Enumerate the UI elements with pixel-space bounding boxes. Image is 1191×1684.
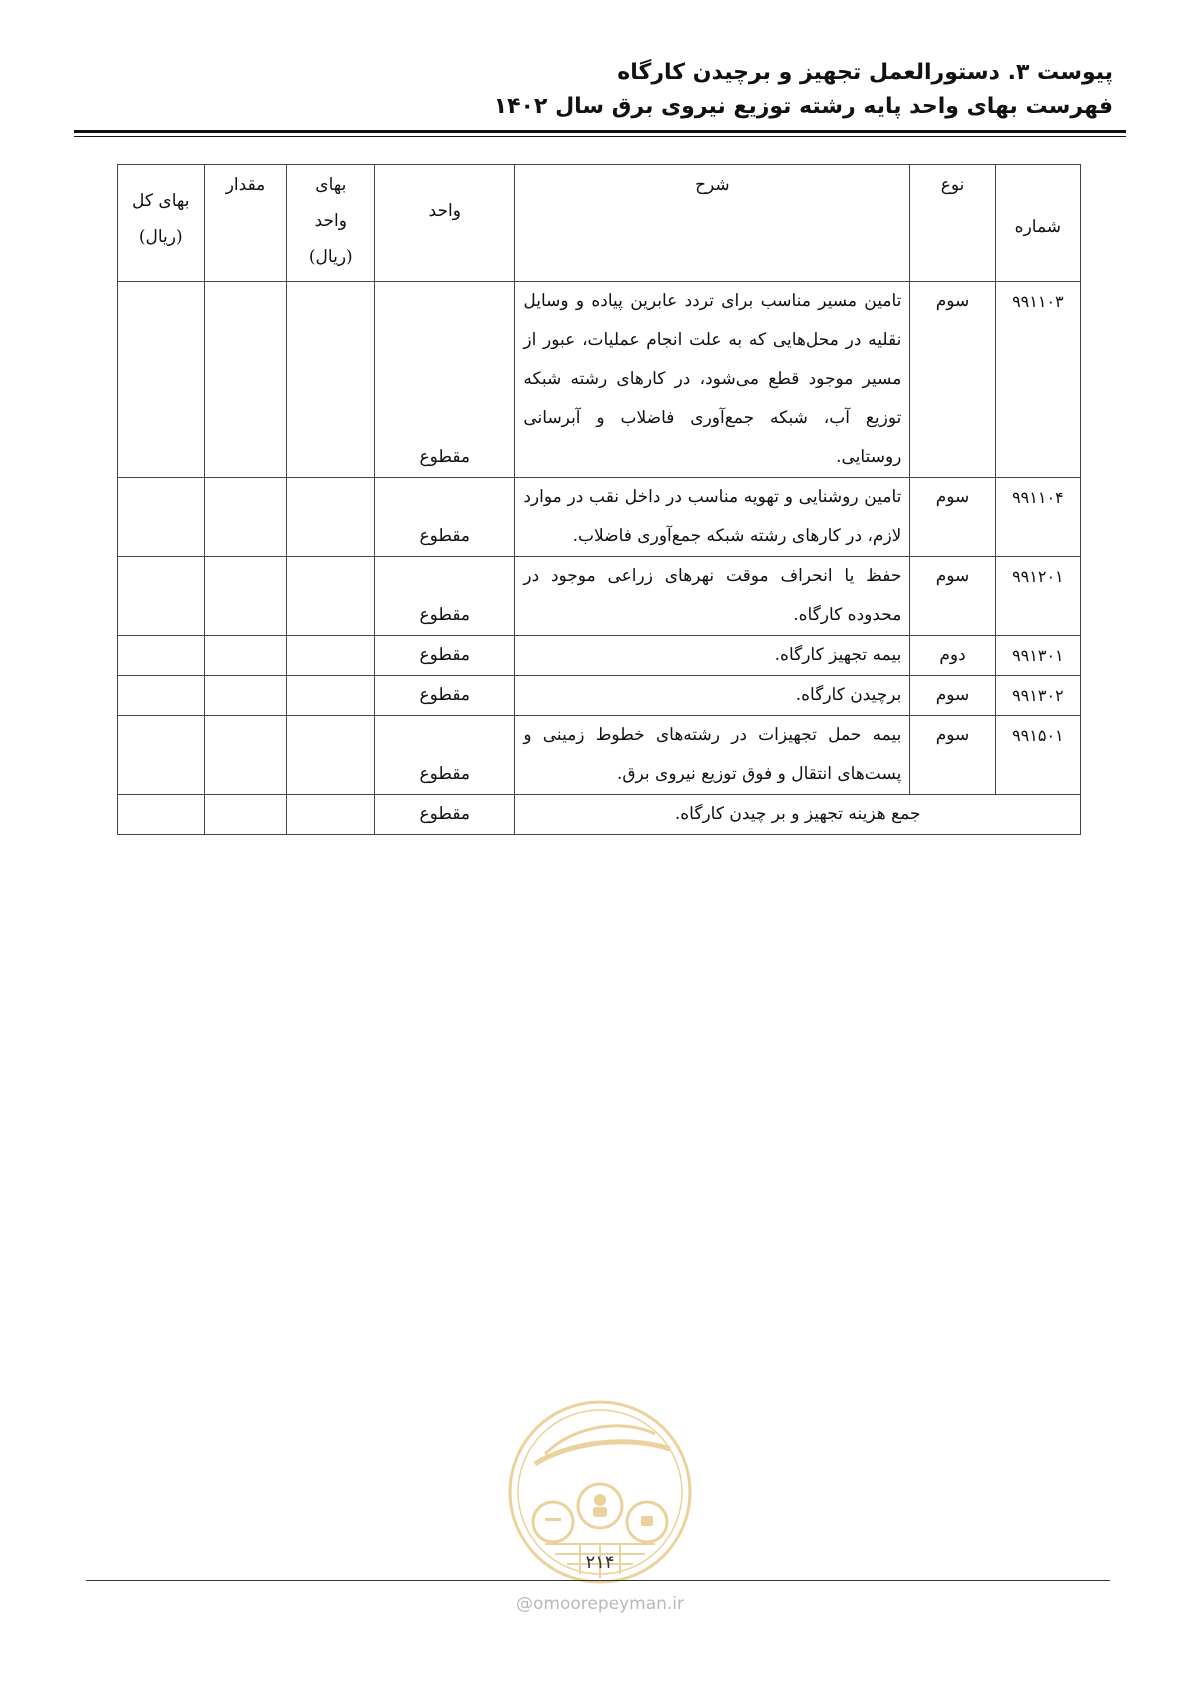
- row-total-price: [118, 282, 205, 478]
- row-description: بیمه تجهیز کارگاه.: [515, 636, 910, 676]
- header-description: شرح: [515, 165, 910, 282]
- row-unit-price: [287, 478, 375, 557]
- row-type: سوم: [910, 478, 995, 557]
- row-description: تامین مسیر مناسب برای تردد عابرین پیاده و وسایل نقلیه در محل‌هایی که به علت انجام عملیات، عبور از مسیر موجود قطع می‌شود، در کارهای رشته شبکه توزیع آب، شبکه جمع‌آوری فاضلاب و آبرسانی روستایی.: [515, 282, 910, 478]
- row-type: سوم: [910, 557, 995, 636]
- row-unit-price: [287, 557, 375, 636]
- table-row: [118, 676, 1081, 716]
- row-number: ۹۹۱۳۰۱: [995, 636, 1080, 676]
- row-quantity: [204, 716, 287, 795]
- row-unit-price: [287, 636, 375, 676]
- row-unit: مقطوع: [375, 636, 515, 676]
- table-total-row: [118, 795, 1081, 835]
- header-type: نوع: [910, 165, 995, 282]
- footer-website: @omoorepeyman.ir: [515, 1594, 685, 1614]
- table-row: [118, 282, 1081, 478]
- row-number: ۹۹۱۱۰۴: [995, 478, 1080, 557]
- row-unit: مقطوع: [375, 282, 515, 478]
- row-unit-price: [287, 282, 375, 478]
- row-number: ۹۹۱۳۰۲: [995, 676, 1080, 716]
- header-unit-price: بهای واحد (ریال): [287, 165, 375, 282]
- appendix-title: پیوست ۳. دستورالعمل تجهیز و برچیدن کارگاه: [617, 60, 1113, 85]
- header-divider-thick: [74, 130, 1126, 133]
- total-unit: مقطوع: [375, 795, 515, 835]
- total-unit-price: [287, 795, 375, 835]
- header-quantity: مقدار: [204, 165, 287, 282]
- total-quantity: [204, 795, 287, 835]
- table-row: [118, 557, 1081, 636]
- row-unit: مقطوع: [375, 478, 515, 557]
- row-number: ۹۹۱۱۰۳: [995, 282, 1080, 478]
- row-description: بیمه حمل تجهیزات در رشته‌های خطوط زمینی و پست‌های انتقال و فوق توزیع نیروی برق.: [515, 716, 910, 795]
- row-type: دوم: [910, 636, 995, 676]
- page-header: [73, 56, 1113, 124]
- row-unit-price: [287, 716, 375, 795]
- row-unit: مقطوع: [375, 557, 515, 636]
- row-unit: مقطوع: [375, 716, 515, 795]
- header-number: شماره: [995, 165, 1080, 282]
- table-row: [118, 716, 1081, 795]
- total-total-price: [118, 795, 205, 835]
- row-type: سوم: [910, 282, 995, 478]
- row-number: ۹۹۱۵۰۱: [995, 716, 1080, 795]
- row-type: سوم: [910, 676, 995, 716]
- row-total-price: [118, 636, 205, 676]
- row-quantity: [204, 636, 287, 676]
- header-divider-thin: [74, 136, 1126, 137]
- row-unit-price: [287, 676, 375, 716]
- row-number: ۹۹۱۲۰۱: [995, 557, 1080, 636]
- row-total-price: [118, 557, 205, 636]
- row-unit: مقطوع: [375, 676, 515, 716]
- footer-divider: [86, 1580, 1110, 1581]
- row-quantity: [204, 478, 287, 557]
- page-number: ۲۱۴: [585, 1552, 615, 1573]
- header-total-price: بهای کل (ریال): [118, 165, 205, 282]
- row-total-price: [118, 478, 205, 557]
- row-total-price: [118, 716, 205, 795]
- table-header-row: [118, 165, 1081, 282]
- row-quantity: [204, 557, 287, 636]
- row-quantity: [204, 676, 287, 716]
- header-unit: واحد: [375, 165, 515, 282]
- row-description: برچیدن کارگاه.: [515, 676, 910, 716]
- table-row: [118, 636, 1081, 676]
- price-list-table: [117, 164, 1081, 835]
- row-type: سوم: [910, 716, 995, 795]
- row-quantity: [204, 282, 287, 478]
- total-label: جمع هزینه تجهیز و بر چیدن کارگاه.: [515, 795, 1081, 835]
- table-row: [118, 478, 1081, 557]
- row-description: حفظ یا انحراف موقت نهرهای زراعی موجود در محدوده کارگاه.: [515, 557, 910, 636]
- row-total-price: [118, 676, 205, 716]
- row-description: تامین روشنایی و تهویه مناسب در داخل نقب در موارد لازم، در کارهای رشته شبکه جمع‌آوری فاضلاب.: [515, 478, 910, 557]
- document-title: فهرست بهای واحد پایه رشته توزیع نیروی برق سال ۱۴۰۲: [493, 94, 1113, 119]
